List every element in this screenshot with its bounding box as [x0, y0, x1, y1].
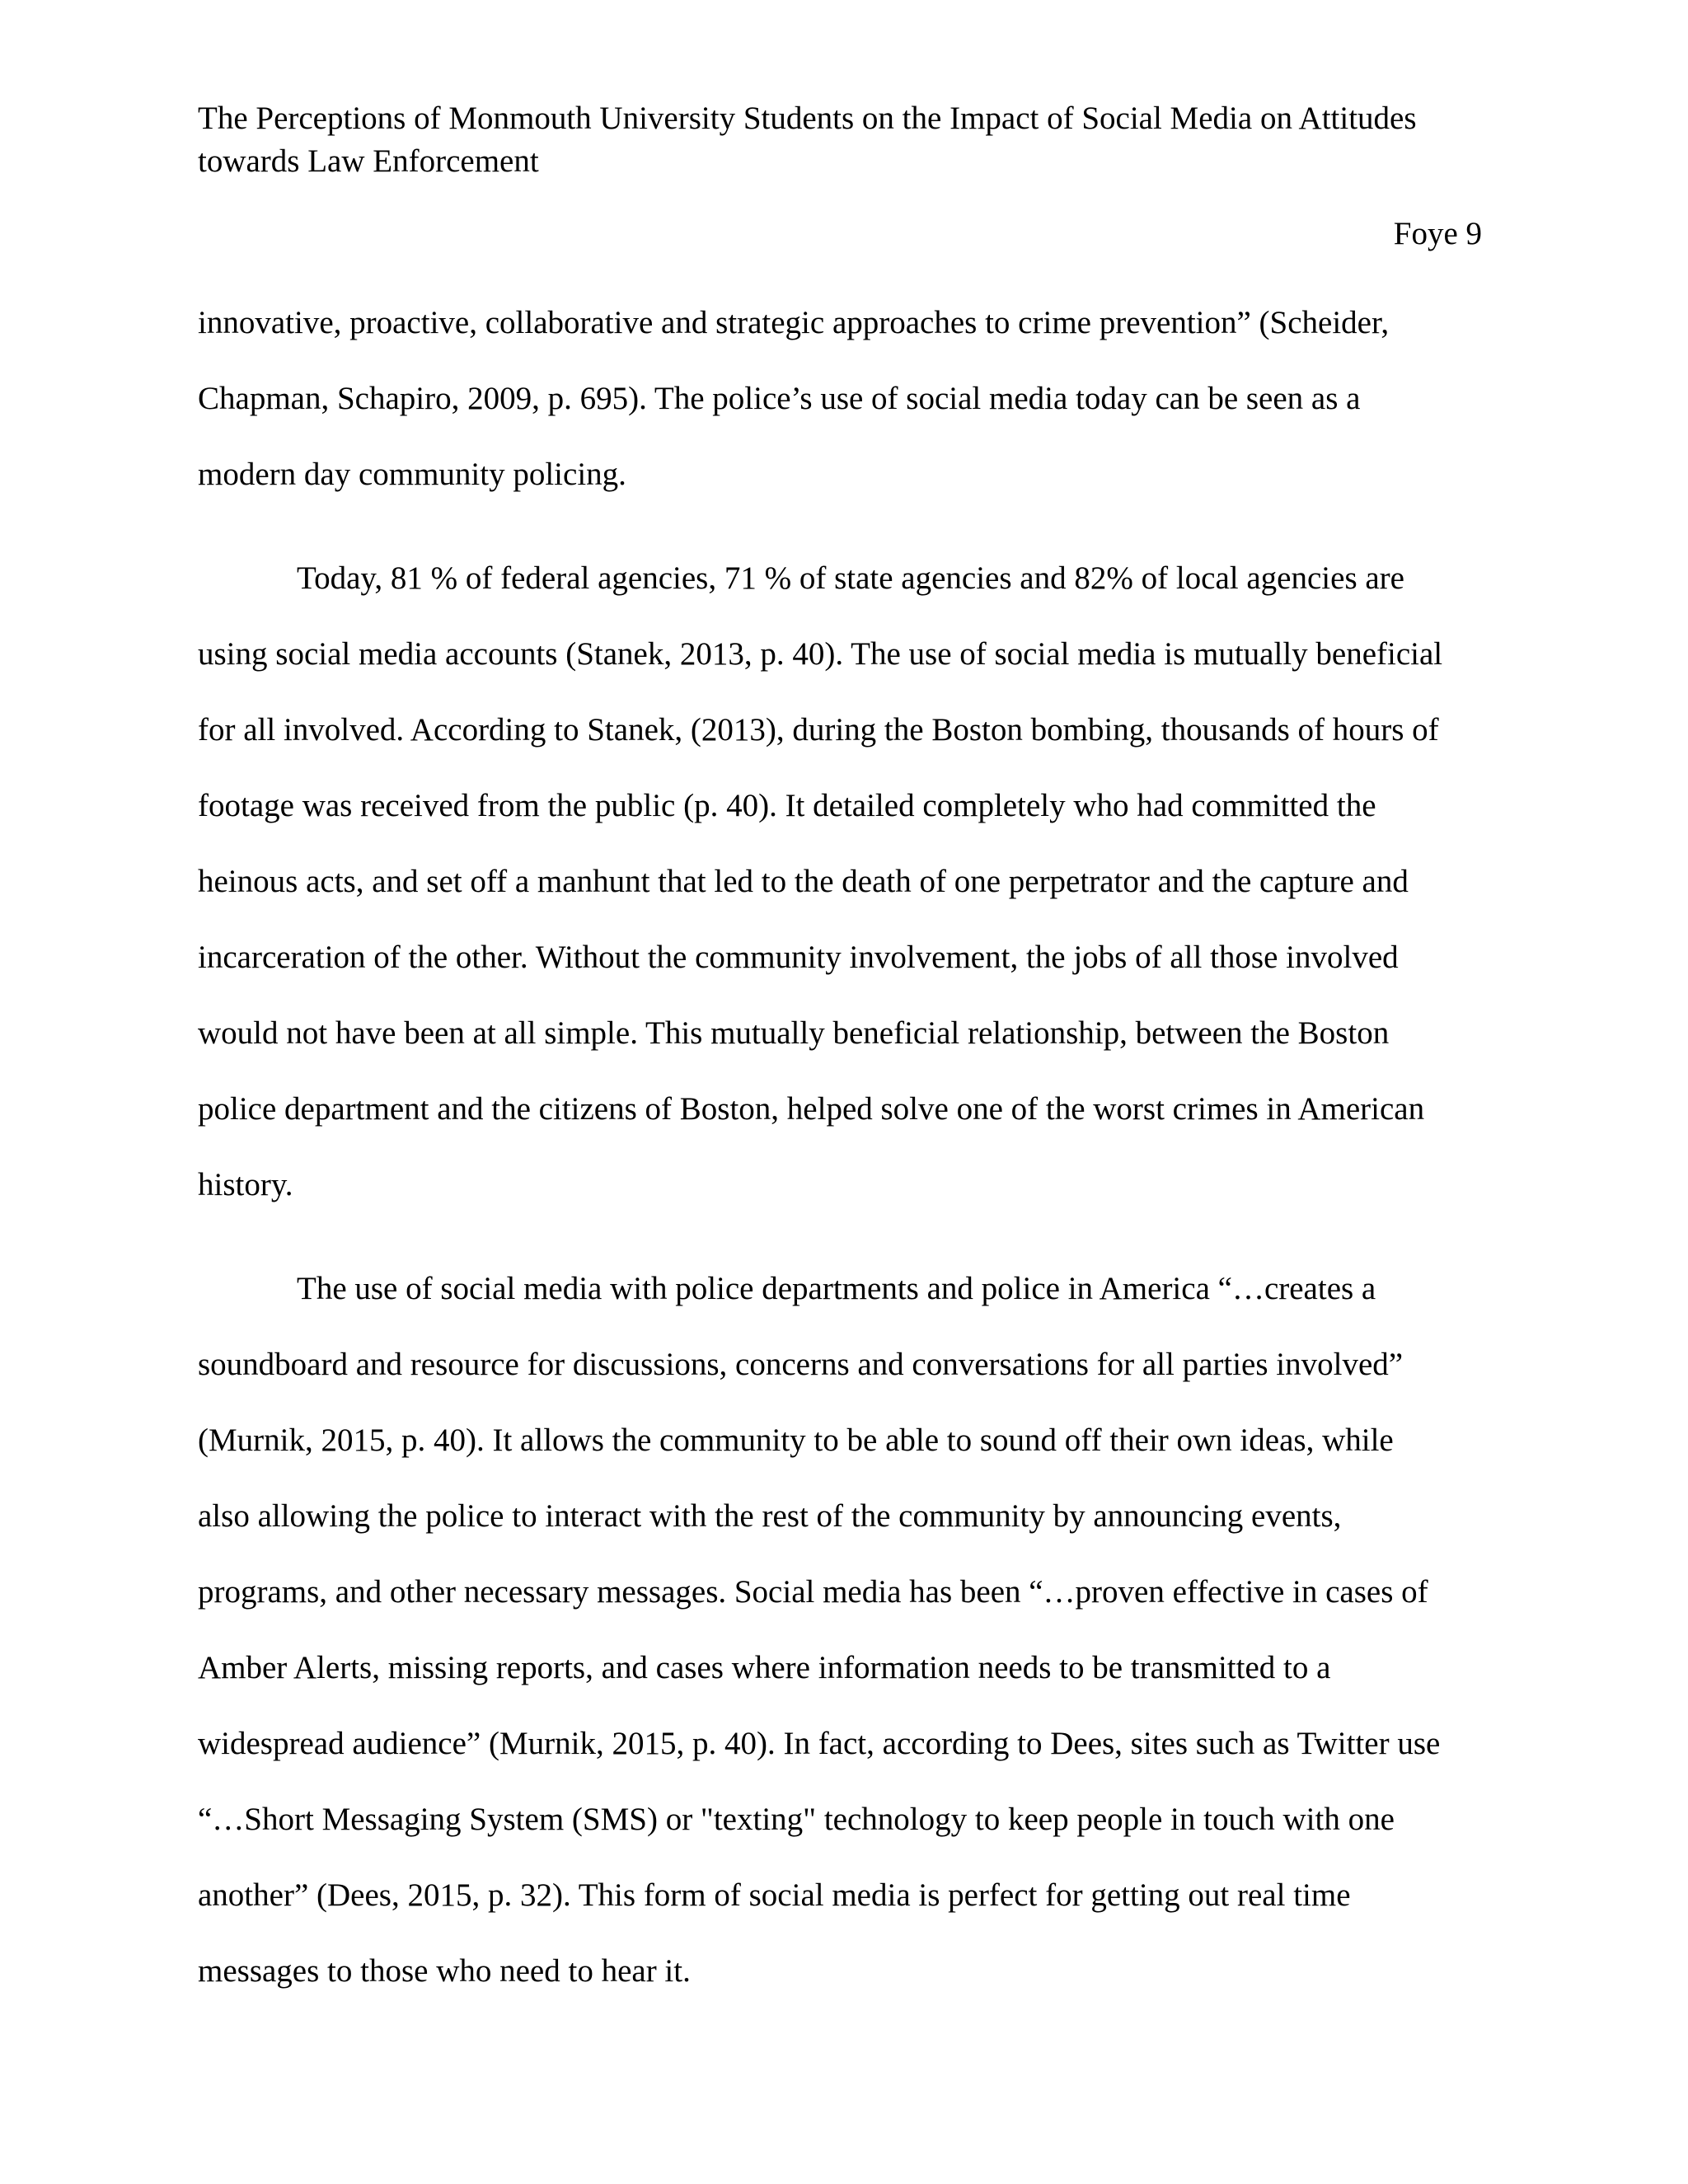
text-line: history. — [198, 1167, 293, 1202]
text-line: police department and the citizens of Boston, helped solve one of the worst crimes in American — [198, 1091, 1425, 1127]
text-line: programs, and other necessary messages. Social media has been “…proven effective in cases of — [198, 1574, 1428, 1610]
text-line: another” (Dees, 2015, p. 32). This form of social media is perfect for getting out real time — [198, 1877, 1351, 1913]
text-line: messages to those who need to hear it. — [198, 1953, 691, 1989]
text-line: (Murnik, 2015, p. 40). It allows the community to be able to sound off their own ideas, while — [198, 1422, 1394, 1458]
text-line: modern day community policing. — [198, 457, 626, 492]
text-line: for all involved. According to Stanek, (2013), during the Boston bombing, thousands of hours of — [198, 712, 1439, 748]
text-line: heinous acts, and set off a manhunt that led to the death of one perpetrator and the capture and — [198, 864, 1409, 899]
text-line: widespread audience” (Murnik, 2015, p. 40). In fact, according to Dees, sites such as Twitter use — [198, 1726, 1441, 1761]
text-line: would not have been at all simple. This mutually beneficial relationship, between the Boston — [198, 1015, 1390, 1051]
text-line: The use of social media with police departments and police in America “…creates a — [297, 1271, 1376, 1306]
paragraph-spacing — [198, 1223, 1490, 1251]
text-line: incarceration of the other. Without the community involvement, the jobs of all those involved — [198, 940, 1399, 975]
text-line: Today, 81 % of federal agencies, 71 % of state agencies and 82% of local agencies are — [297, 560, 1404, 596]
text-line: footage was received from the public (p. 40). It detailed completely who had committed the — [198, 788, 1376, 823]
body-text — [198, 285, 1490, 2009]
text-line: Amber Alerts, missing reports, and cases where information needs to be transmitted to a — [198, 1650, 1331, 1685]
paragraph-spacing — [198, 513, 1490, 541]
text-line: also allowing the police to interact with the rest of the community by announcing events, — [198, 1498, 1342, 1534]
text-line: using social media accounts (Stanek, 2013, p. 40). The use of social media is mutually beneficial — [198, 636, 1443, 672]
text-line: Chapman, Schapiro, 2009, p. 695). The police’s use of social media today can be seen as a — [198, 381, 1361, 416]
text-line: innovative, proactive, collaborative and strategic approaches to crime prevention” (Scheider, — [198, 305, 1390, 340]
paragraph-2 — [198, 541, 1490, 1223]
paragraph-1 — [198, 285, 1490, 513]
paragraph-3 — [198, 1251, 1490, 2009]
text-line: “…Short Messaging System (SMS) or "texting" technology to keep people in touch with one — [198, 1802, 1395, 1837]
text-line: soundboard and resource for discussions, concerns and conversations for all parties involved” — [198, 1347, 1404, 1382]
running-head-title: The Perceptions of Monmouth University Students on the Impact of Social Media on Attitudes towards Law Enforcement — [198, 101, 1417, 179]
page-number: Foye 9 — [1393, 216, 1482, 251]
